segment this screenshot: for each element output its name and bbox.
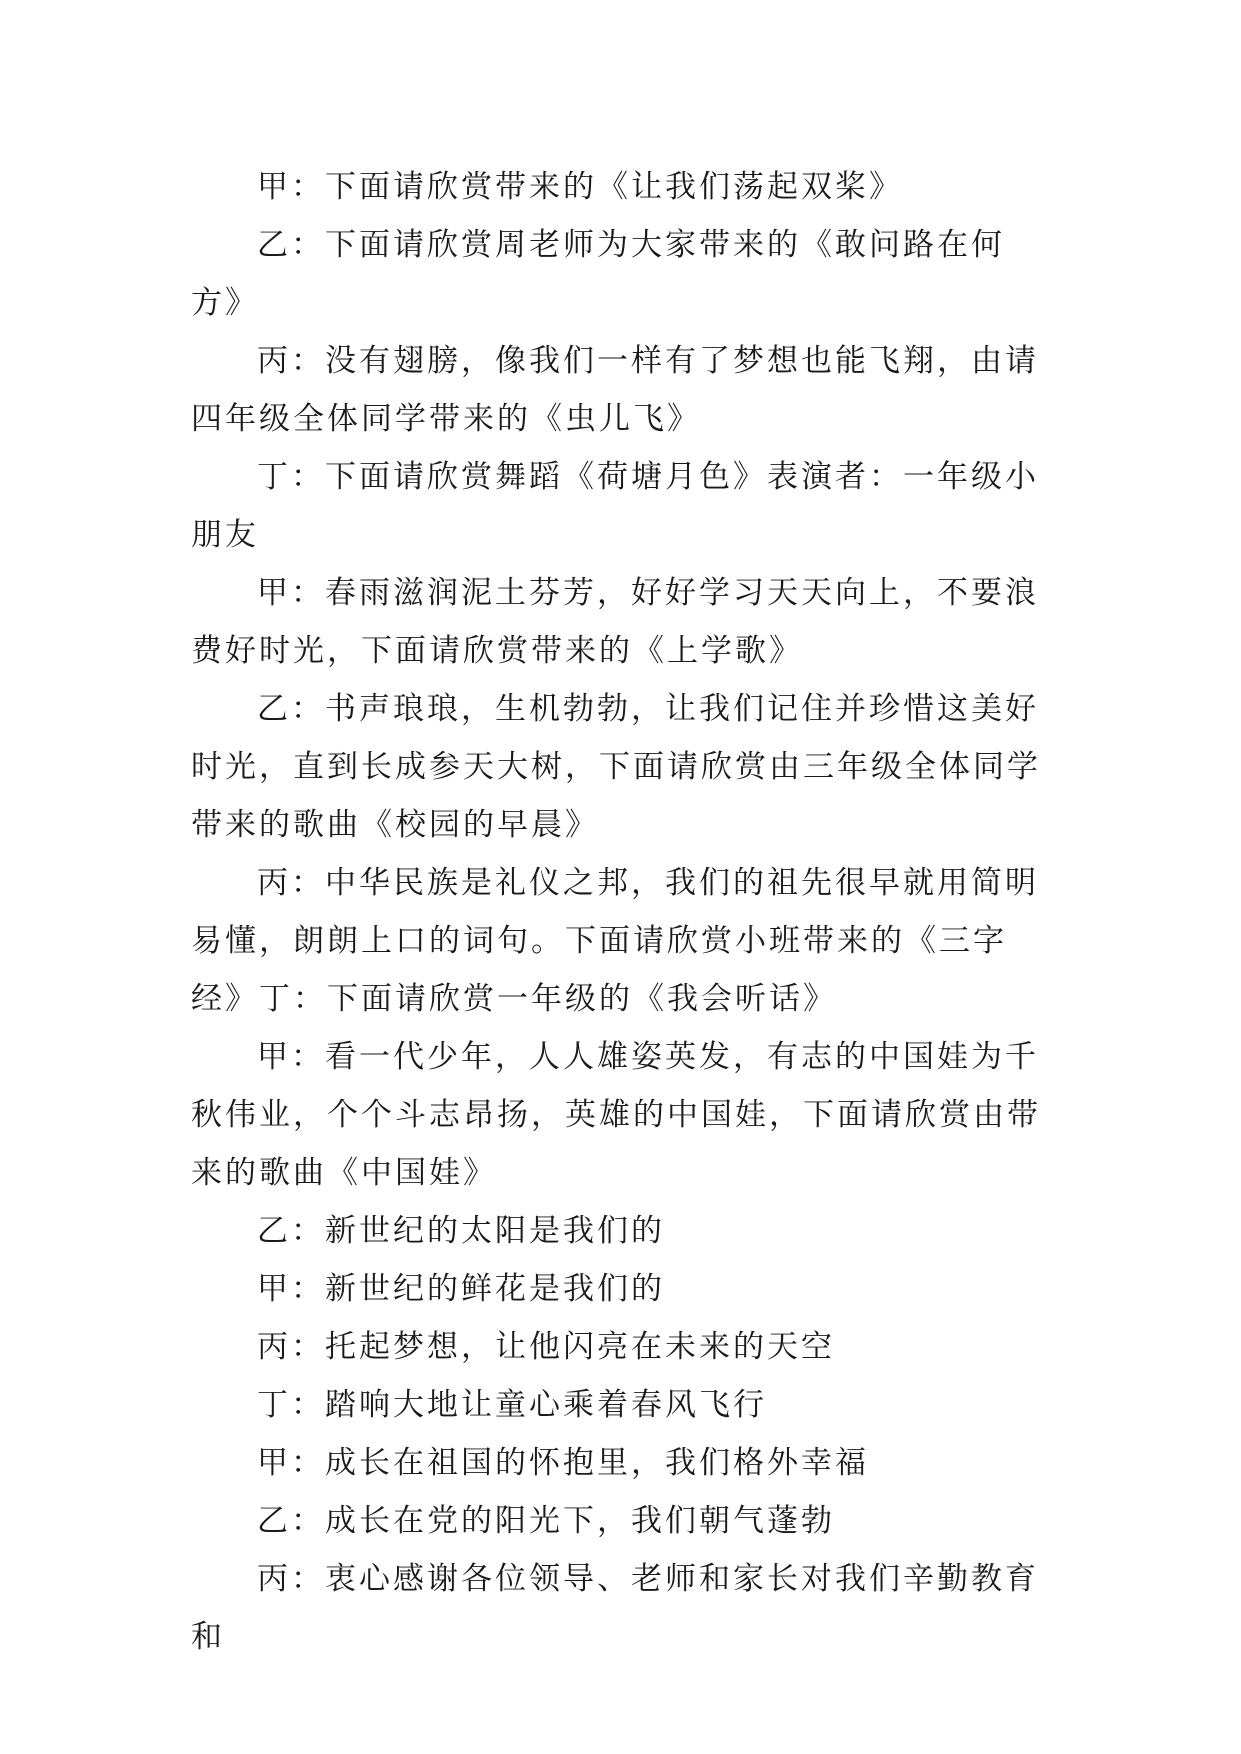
paragraph: 丁：下面请欣赏舞蹈《荷塘月色》表演者：一年级小朋友 xyxy=(191,459,1039,553)
paragraph: 丁：踏响大地让童心乘着春风飞行 xyxy=(257,1387,767,1423)
paragraph: 甲：成长在祖国的怀抱里，我们格外幸福 xyxy=(257,1445,869,1481)
paragraph: 乙：成长在党的阳光下，我们朝气蓬勃 xyxy=(257,1503,835,1539)
document-body xyxy=(191,158,1051,1666)
paragraph: 甲：春雨滋润泥土芬芳，好好学习天天向上，不要浪费好时光，下面请欣赏带来的《上学歌》 xyxy=(191,575,1039,669)
paragraph: 乙：书声琅琅，生机勃勃，让我们记住并珍惜这美好时光，直到长成参天大树，下面请欣赏由三年级全体同学带来的歌曲《校园的早晨》 xyxy=(191,691,1041,843)
paragraph: 甲：新世纪的鲜花是我们的 xyxy=(257,1271,665,1307)
paragraph: 甲：下面请欣赏带来的《让我们荡起双桨》 xyxy=(257,169,903,205)
paragraph: 丙：托起梦想，让他闪亮在未来的天空 xyxy=(257,1329,835,1365)
paragraph: 乙：下面请欣赏周老师为大家带来的《敢问路在何方》 xyxy=(191,227,1005,321)
paragraph: 丙：中华民族是礼仪之邦，我们的祖先很早就用简明易懂，朗朗上口的词句。下面请欣赏小班带来的《三字经》丁：下面请欣赏一年级的《我会听话》 xyxy=(191,865,1039,1017)
paragraph: 丙：衷心感谢各位领导、老师和家长对我们辛勤教育和 xyxy=(191,1561,1039,1655)
paragraph: 丙：没有翅膀，像我们一样有了梦想也能飞翔，由请四年级全体同学带来的《虫儿飞》 xyxy=(191,343,1039,437)
paragraph: 乙：新世纪的太阳是我们的 xyxy=(257,1213,665,1249)
paragraph: 甲：看一代少年，人人雄姿英发，有志的中国娃为千秋伟业，个个斗志昂扬，英雄的中国娃，下面请欣赏由带来的歌曲《中国娃》 xyxy=(191,1039,1041,1191)
